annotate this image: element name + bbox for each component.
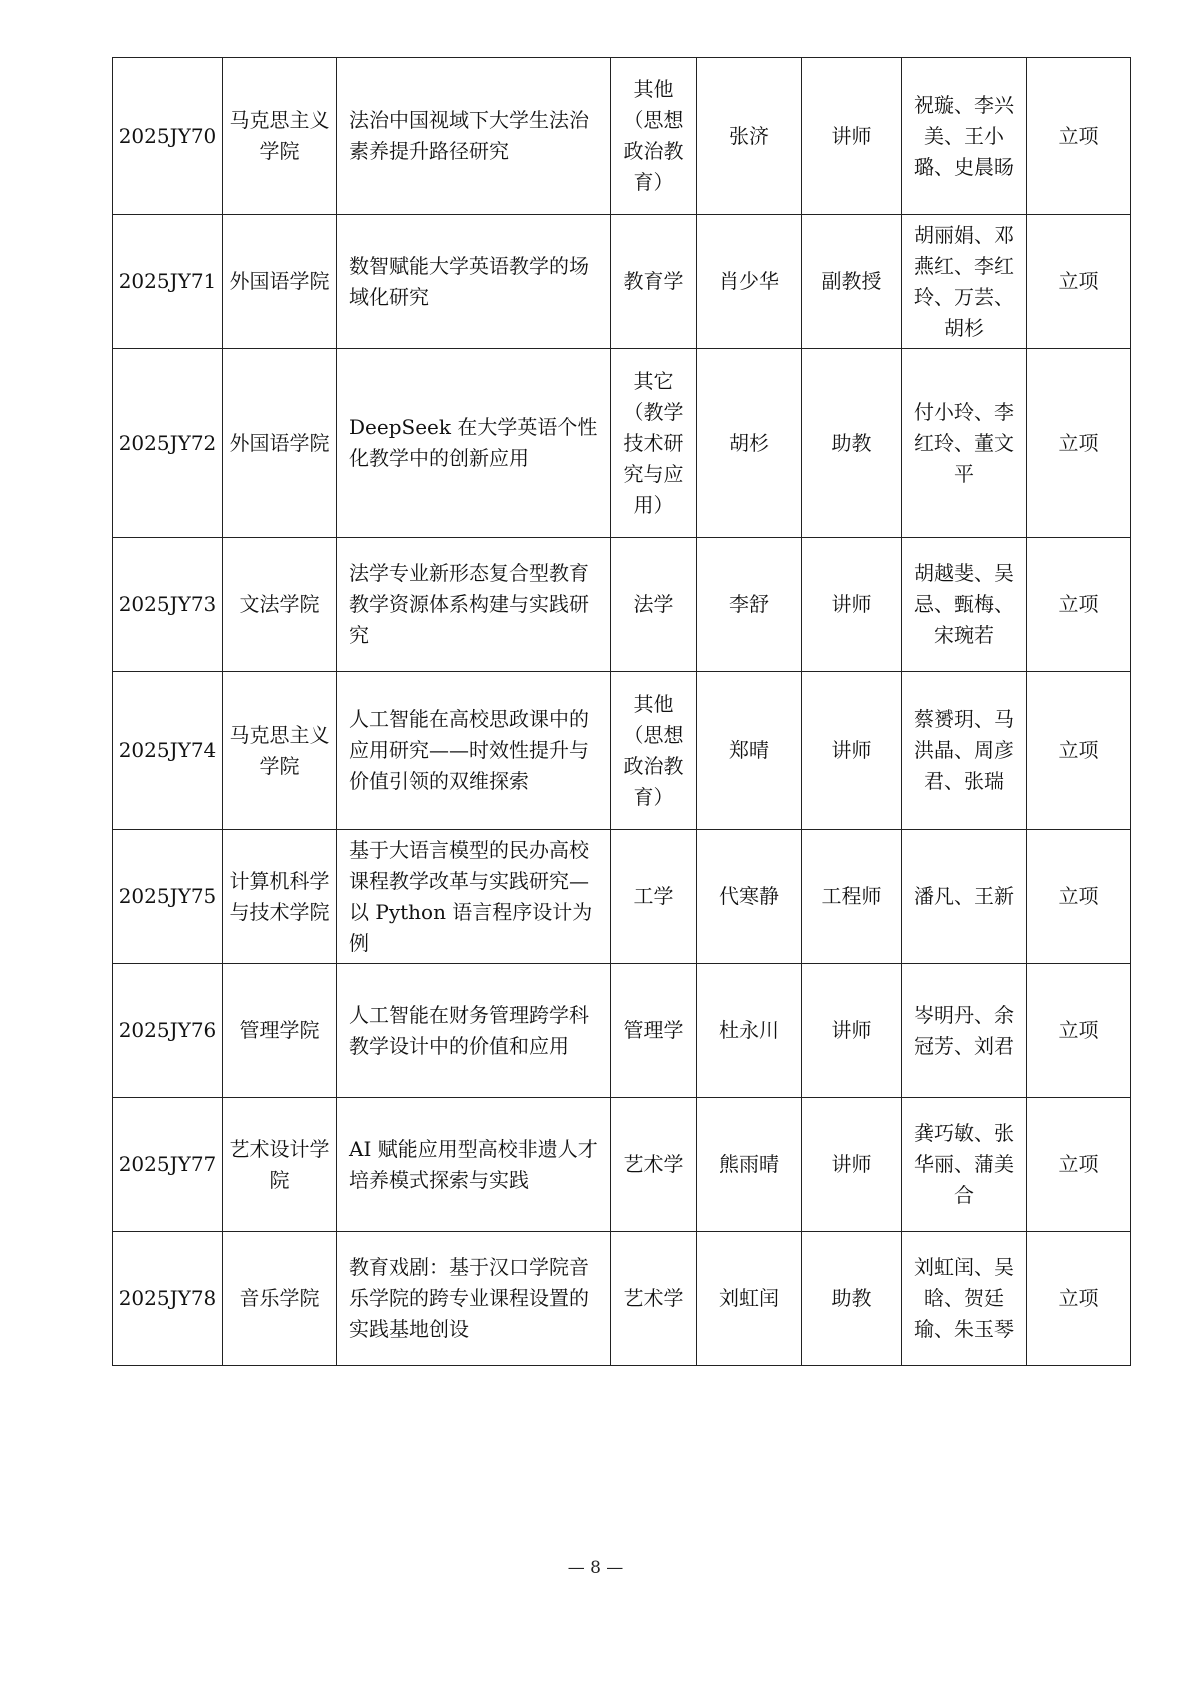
discipline: 其他（思想政治教育） bbox=[611, 672, 697, 830]
professional-title: 副教授 bbox=[802, 215, 902, 349]
discipline: 法学 bbox=[611, 538, 697, 672]
project-title: AI 赋能应用型高校非遗人才培养模式探索与实践 bbox=[337, 1098, 611, 1232]
team-members: 胡越斐、吴忌、甄梅、宋琬若 bbox=[902, 538, 1027, 672]
project-code: 2025JY74 bbox=[113, 672, 223, 830]
team-members: 蔡赟玥、马洪晶、周彦君、张瑞 bbox=[902, 672, 1027, 830]
project-title: 人工智能在财务管理跨学科教学设计中的价值和应用 bbox=[337, 964, 611, 1098]
team-members: 刘虹闰、吴晗、贺廷瑜、朱玉琴 bbox=[902, 1232, 1027, 1366]
professional-title: 讲师 bbox=[802, 58, 902, 215]
college-name: 艺术设计学院 bbox=[223, 1098, 337, 1232]
professional-title: 讲师 bbox=[802, 964, 902, 1098]
project-title: 数智赋能大学英语教学的场域化研究 bbox=[337, 215, 611, 349]
project-title: DeepSeek 在大学英语个性化教学中的创新应用 bbox=[337, 349, 611, 538]
project-code: 2025JY71 bbox=[113, 215, 223, 349]
team-members: 潘凡、王新 bbox=[902, 830, 1027, 964]
approval-result: 立项 bbox=[1027, 215, 1131, 349]
approval-result: 立项 bbox=[1027, 1098, 1131, 1232]
project-leader: 郑晴 bbox=[697, 672, 802, 830]
project-leader: 杜永川 bbox=[697, 964, 802, 1098]
project-code: 2025JY75 bbox=[113, 830, 223, 964]
project-title: 法治中国视域下大学生法治素养提升路径研究 bbox=[337, 58, 611, 215]
table-row bbox=[113, 538, 1131, 672]
college-name: 外国语学院 bbox=[223, 215, 337, 349]
discipline: 其它（教学技术研究与应用） bbox=[611, 349, 697, 538]
professional-title: 讲师 bbox=[802, 1098, 902, 1232]
project-leader: 肖少华 bbox=[697, 215, 802, 349]
project-title: 人工智能在高校思政课中的应用研究——时效性提升与价值引领的双维探索 bbox=[337, 672, 611, 830]
project-title: 基于大语言模型的民办高校课程教学改革与实践研究—以 Python 语言程序设计为例 bbox=[337, 830, 611, 964]
project-code: 2025JY76 bbox=[113, 964, 223, 1098]
team-members: 祝璇、李兴美、王小璐、史晨旸 bbox=[902, 58, 1027, 215]
discipline: 工学 bbox=[611, 830, 697, 964]
page-number: — 8 — bbox=[567, 1558, 624, 1578]
project-leader: 熊雨晴 bbox=[697, 1098, 802, 1232]
college-name: 马克思主义学院 bbox=[223, 58, 337, 215]
table-row bbox=[113, 349, 1131, 538]
college-name: 马克思主义学院 bbox=[223, 672, 337, 830]
college-name: 管理学院 bbox=[223, 964, 337, 1098]
table-row bbox=[113, 215, 1131, 349]
approval-result: 立项 bbox=[1027, 538, 1131, 672]
professional-title: 讲师 bbox=[802, 672, 902, 830]
project-code: 2025JY77 bbox=[113, 1098, 223, 1232]
professional-title: 工程师 bbox=[802, 830, 902, 964]
table-row bbox=[113, 672, 1131, 830]
project-leader: 胡杉 bbox=[697, 349, 802, 538]
table-row bbox=[113, 58, 1131, 215]
discipline: 艺术学 bbox=[611, 1232, 697, 1366]
project-leader: 李舒 bbox=[697, 538, 802, 672]
discipline: 艺术学 bbox=[611, 1098, 697, 1232]
project-code: 2025JY72 bbox=[113, 349, 223, 538]
college-name: 计算机科学与技术学院 bbox=[223, 830, 337, 964]
discipline: 教育学 bbox=[611, 215, 697, 349]
table-row bbox=[113, 830, 1131, 964]
team-members: 付小玲、李红玲、董文平 bbox=[902, 349, 1027, 538]
project-leader: 刘虹闰 bbox=[697, 1232, 802, 1366]
approval-result: 立项 bbox=[1027, 672, 1131, 830]
approval-result: 立项 bbox=[1027, 1232, 1131, 1366]
project-code: 2025JY73 bbox=[113, 538, 223, 672]
table-row bbox=[113, 1098, 1131, 1232]
project-leader: 代寒静 bbox=[697, 830, 802, 964]
professional-title: 助教 bbox=[802, 349, 902, 538]
approval-result: 立项 bbox=[1027, 964, 1131, 1098]
college-name: 外国语学院 bbox=[223, 349, 337, 538]
table-row bbox=[113, 964, 1131, 1098]
college-name: 文法学院 bbox=[223, 538, 337, 672]
approval-result: 立项 bbox=[1027, 58, 1131, 215]
project-code: 2025JY70 bbox=[113, 58, 223, 215]
project-table bbox=[112, 57, 1131, 1366]
team-members: 岑明丹、余冠芳、刘君 bbox=[902, 964, 1027, 1098]
team-members: 龚巧敏、张华丽、蒲美合 bbox=[902, 1098, 1027, 1232]
approval-result: 立项 bbox=[1027, 830, 1131, 964]
professional-title: 讲师 bbox=[802, 538, 902, 672]
project-leader: 张济 bbox=[697, 58, 802, 215]
college-name: 音乐学院 bbox=[223, 1232, 337, 1366]
approval-result: 立项 bbox=[1027, 349, 1131, 538]
discipline: 管理学 bbox=[611, 964, 697, 1098]
professional-title: 助教 bbox=[802, 1232, 902, 1366]
table-row bbox=[113, 1232, 1131, 1366]
team-members: 胡丽娟、邓燕红、李红玲、万芸、胡杉 bbox=[902, 215, 1027, 349]
project-title: 教育戏剧：基于汉口学院音乐学院的跨专业课程设置的实践基地创设 bbox=[337, 1232, 611, 1366]
project-code: 2025JY78 bbox=[113, 1232, 223, 1366]
project-title: 法学专业新形态复合型教育教学资源体系构建与实践研究 bbox=[337, 538, 611, 672]
discipline: 其他（思想政治教育） bbox=[611, 58, 697, 215]
